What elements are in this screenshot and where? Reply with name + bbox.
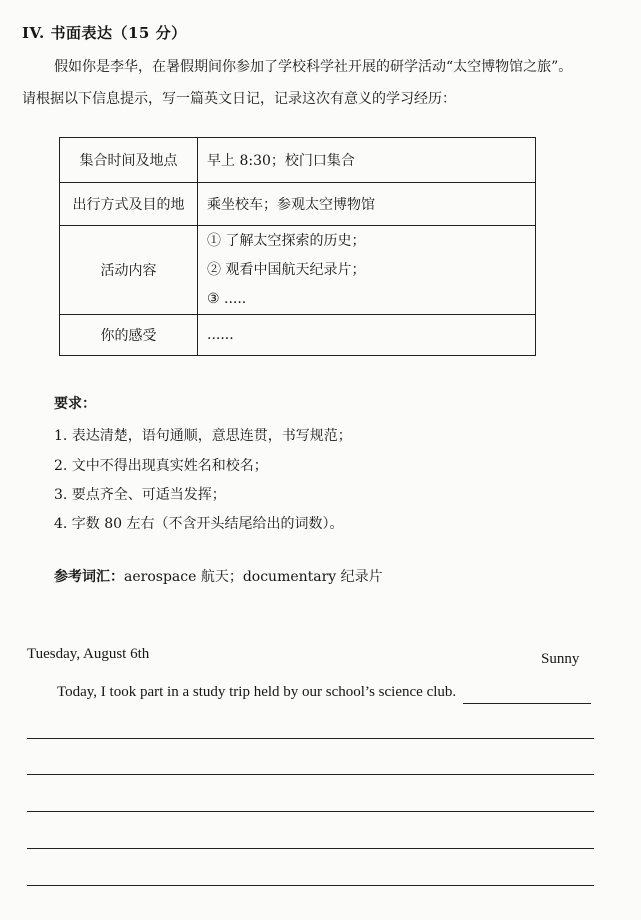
row-label-activities: 活动内容 [60, 226, 198, 315]
writing-line[interactable] [27, 738, 594, 739]
prompt-line-1: 假如你是李华，在暑假期间你参加了学校科学社开展的研学活动“太空博物馆之旅”。 [54, 59, 573, 75]
activity-item: ② 观看中国航天纪录片； [207, 261, 366, 278]
row-value-assembly: 早上 8:30；校门口集合 [198, 138, 536, 183]
writing-line[interactable] [27, 885, 594, 886]
writing-line[interactable] [27, 774, 594, 775]
writing-line[interactable] [27, 848, 594, 849]
requirement-item: 4. 字数 80 左右（不含开头结尾给出的词数）。 [54, 516, 344, 532]
prompt-line-2: 请根据以下信息提示，写一篇英文日记，记录这次有意义的学习经历： [22, 91, 456, 107]
requirement-item: 3. 要点齐全、可适当发挥； [54, 487, 226, 503]
requirement-item: 2. 文中不得出现真实姓名和校名； [54, 458, 268, 474]
reference-vocabulary [54, 566, 383, 586]
diary-opening-sentence: Today, I took part in a study trip held by our school’s science club. [57, 684, 457, 700]
table-row [60, 138, 536, 183]
table-row [60, 315, 536, 356]
answer-blank[interactable] [463, 703, 591, 704]
info-table [59, 137, 536, 356]
row-label-feelings: 你的感受 [60, 315, 198, 356]
diary-date: Tuesday, August 6th [27, 646, 150, 662]
section-heading: IV. 书面表达（15 分） [22, 24, 187, 42]
requirements-title: 要求： [54, 396, 96, 412]
table-row [60, 226, 536, 315]
requirement-item: 1. 表达清楚，语句通顺，意思连贯，书写规范； [54, 428, 352, 444]
row-value-activities [198, 226, 536, 315]
diary-weather: Sunny [541, 651, 580, 667]
row-label-transport: 出行方式及目的地 [60, 183, 198, 226]
row-value-feelings: ...... [198, 315, 536, 356]
writing-line[interactable] [27, 811, 594, 812]
vocabulary-text: aerospace 航天；documentary 纪录片 [124, 569, 383, 585]
activity-item: ③ ..... [207, 290, 247, 307]
activity-item: ① 了解太空探索的历史； [207, 232, 366, 249]
table-row [60, 183, 536, 226]
row-value-transport: 乘坐校车；参观太空博物馆 [198, 183, 536, 226]
row-label-assembly: 集合时间及地点 [60, 138, 198, 183]
vocabulary-label: 参考词汇： [54, 569, 124, 585]
